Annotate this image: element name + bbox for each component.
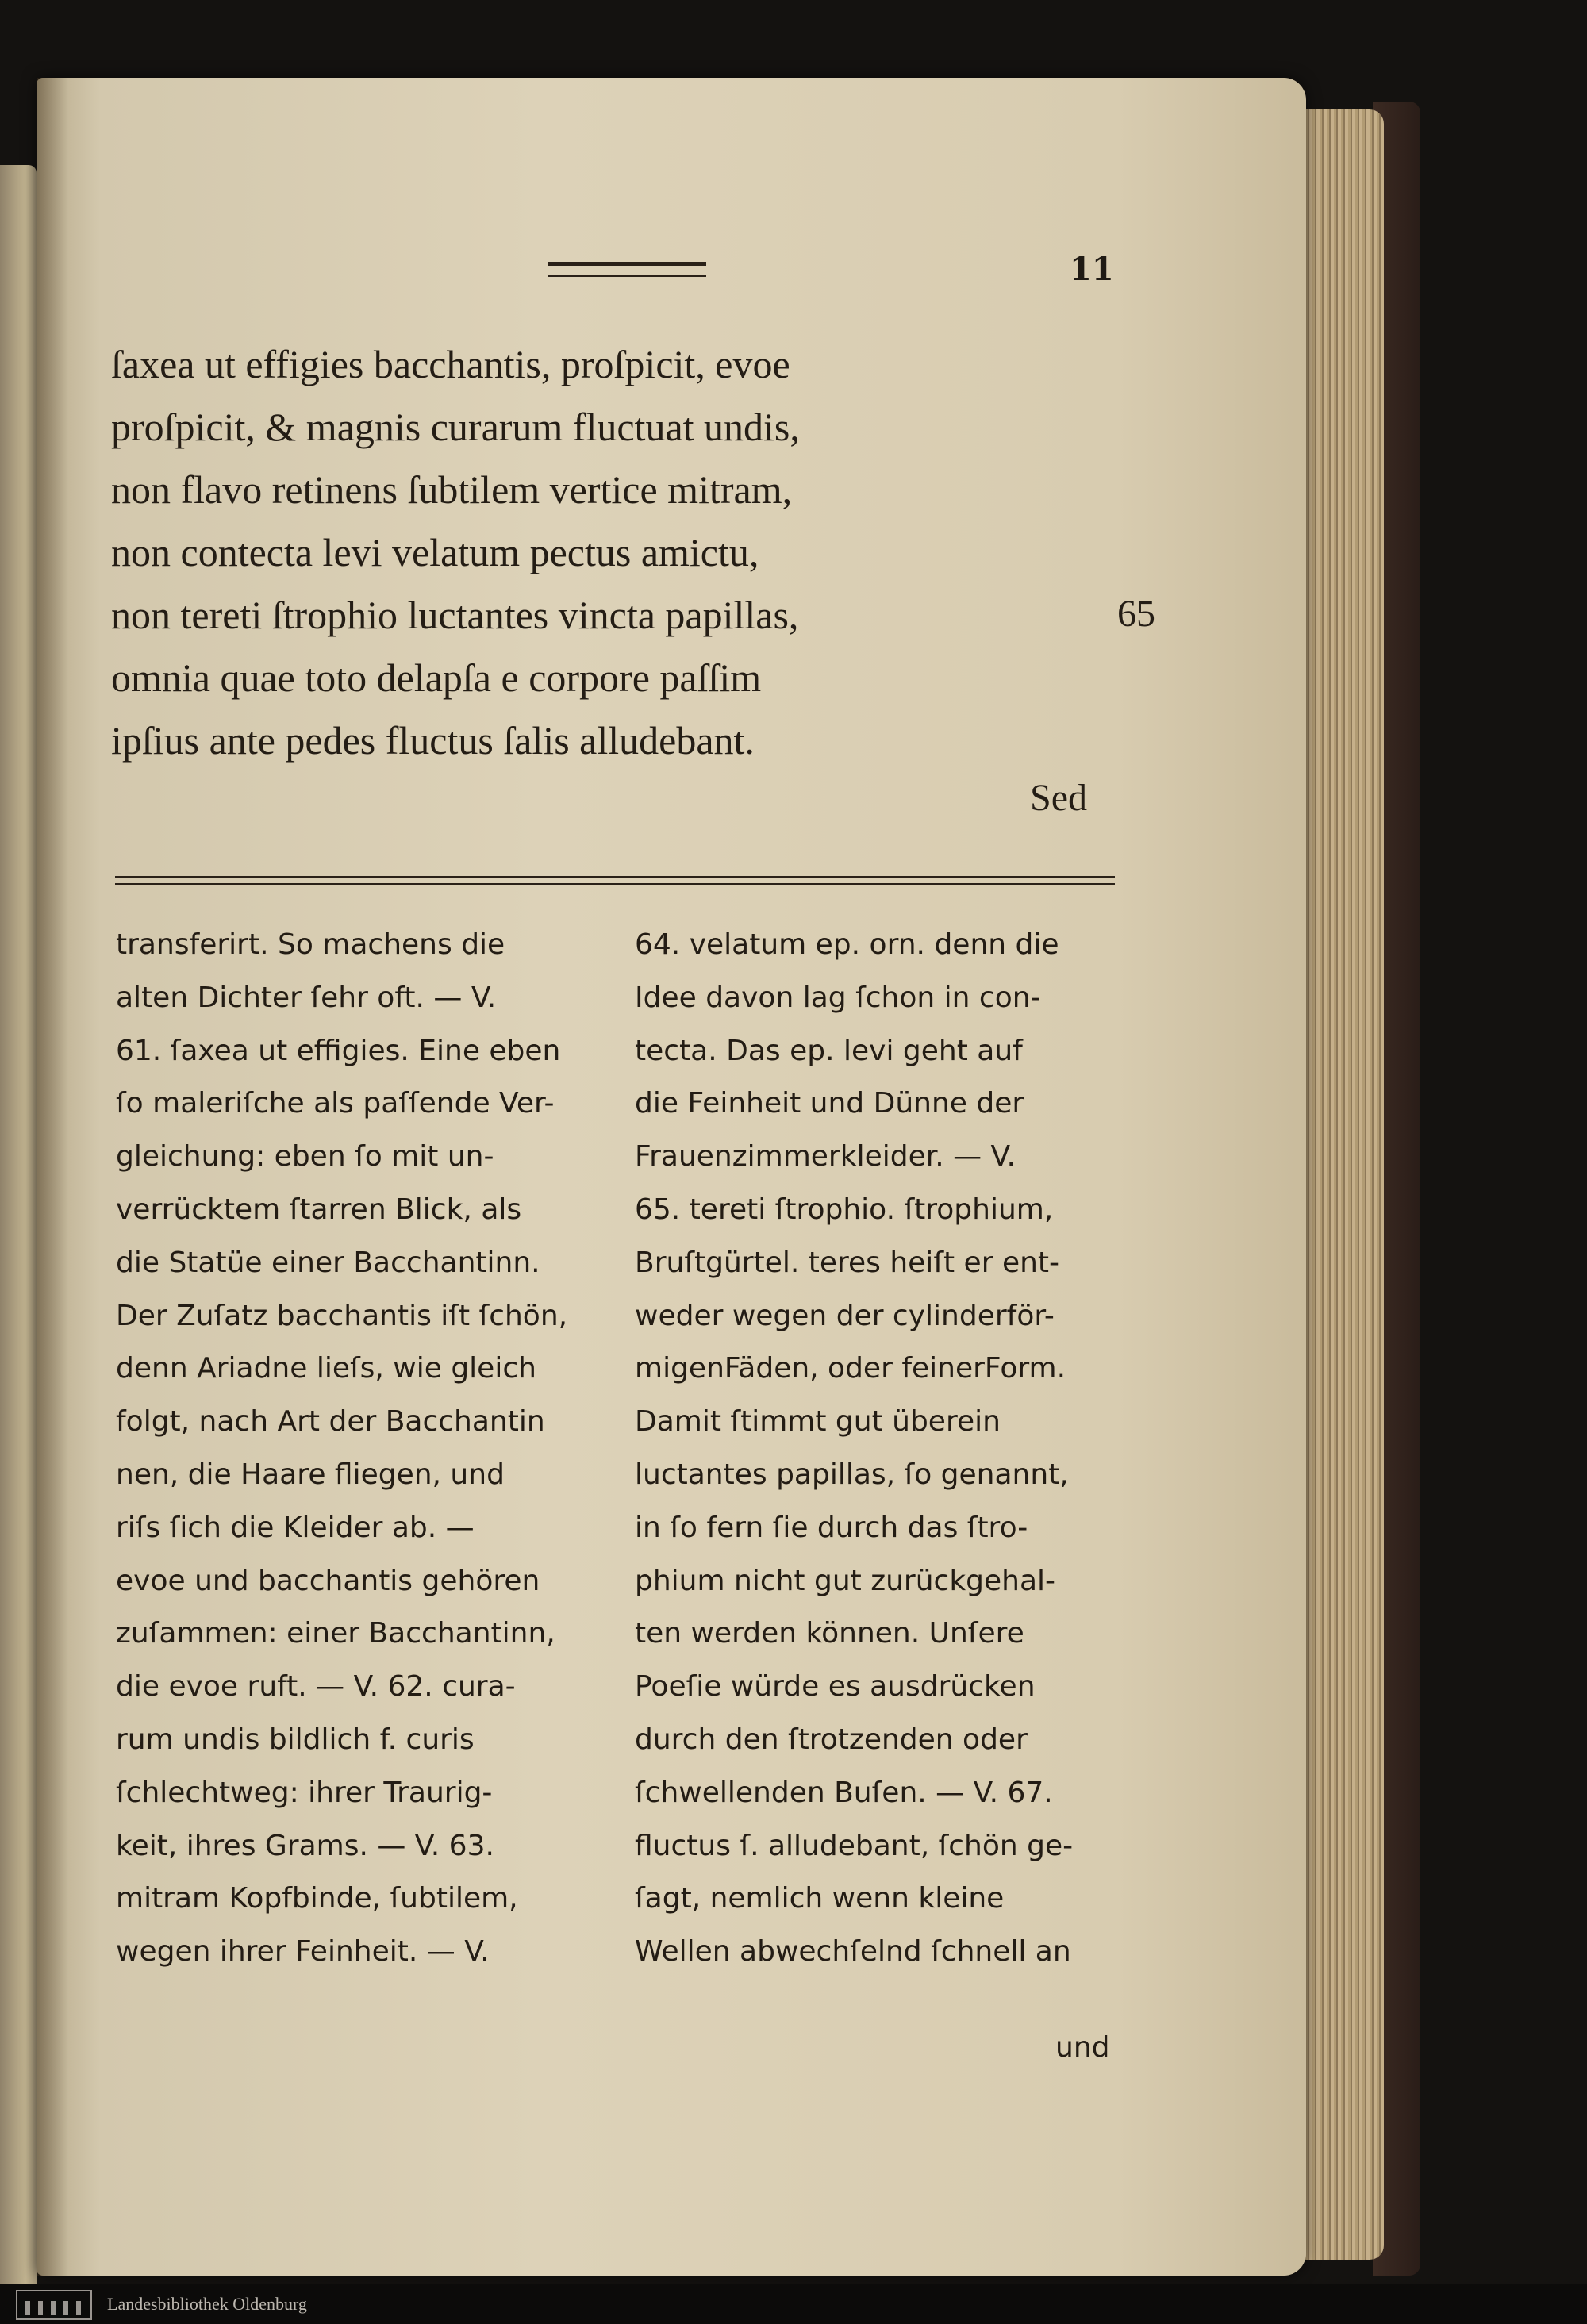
note-line: 64. velatum ep. orn. denn die [635, 928, 1059, 961]
verse-line: non contecta levi velatum pectus amictu, [111, 530, 759, 574]
note-line: denn Ariadne lieſs, wie gleich [116, 1352, 536, 1385]
latin-verse-block [111, 333, 1143, 772]
verse-line: omnia quae toto delapſa e corpore paſſim [111, 655, 762, 700]
note-line: weder wegen der cylinderför- [635, 1299, 1055, 1332]
note-line: riſs ſich die Kleider ab. — [116, 1511, 475, 1544]
note-line: ſchwellenden Buſen. — V. 67. [635, 1776, 1053, 1809]
note-line: in ſo fern ſie durch das ſtro- [635, 1511, 1028, 1544]
commentary-divider-rule [115, 876, 1115, 885]
note-line: wegen ihrer Feinheit. — V. [116, 1935, 490, 1969]
note-line: ſo maleriſche als paſſende Ver- [116, 1087, 555, 1120]
note-line: keit, ihres Grams. — V. 63. [116, 1829, 494, 1862]
note-line: luctantes papillas, ſo genannt, [635, 1458, 1069, 1491]
verse-line: ſaxea ut effigies bacchantis, proſpicit, evoe [111, 342, 790, 386]
note-line: Frauenzimmerkleider. — V. [635, 1140, 1016, 1174]
note-line: Poeſie würde es ausdrücken [635, 1670, 1036, 1704]
commentary-catchword: und [1055, 2031, 1110, 2064]
verse-line: non tereti ſtrophio luctantes vincta papillas, [111, 593, 799, 637]
note-line: Idee davon lag ſchon in con- [635, 981, 1041, 1014]
verse-catchword: Sed [1030, 777, 1087, 819]
note-line: ten werden können. Unſere [635, 1617, 1024, 1650]
note-line: alten Dichter ſehr oft. — V. [116, 981, 497, 1014]
note-line: Bruſtgürtel. teres heiſt er ent- [635, 1246, 1060, 1279]
note-line: die evoe ruft. — V. 62. cura- [116, 1670, 516, 1704]
note-line: folgt, nach Art der Bacchantin [116, 1405, 545, 1439]
page-gutter-shadow [37, 78, 68, 2276]
commentary-column-right [635, 919, 1115, 1979]
library-name: Landesbibliothek Oldenburg [107, 2294, 307, 2314]
note-line: 65. tereti ſtrophio. ſtrophium, [635, 1193, 1054, 1226]
verse-line-number: 65 [1117, 593, 1155, 635]
verse-line: proſpicit, & magnis curarum fluctuat undis, [111, 405, 800, 449]
previous-page-edge [0, 165, 37, 2299]
page-stack-edges [1298, 109, 1384, 2260]
note-line: durch den ſtrotzenden oder [635, 1723, 1028, 1756]
note-line: die Statüe einer Bacchantinn. [116, 1246, 540, 1279]
note-line: 61. ſaxea ut effigies. Eine eben [116, 1034, 561, 1067]
note-line: die Feinheit und Dünne der [635, 1087, 1024, 1120]
note-line: ſagt, nemlich wenn kleine [635, 1882, 1005, 1915]
note-line: transferirt. So machens die [116, 928, 505, 961]
note-line: gleichung: eben ſo mit un- [116, 1140, 494, 1174]
library-building-icon [16, 2290, 92, 2320]
note-line: verrücktem ſtarren Blick, als [116, 1193, 522, 1226]
note-line: rum undis bildlich f. curis [116, 1723, 475, 1756]
verse-line: non flavo retinens ſubtilem vertice mitram, [111, 467, 793, 512]
viewer-footer [0, 2284, 1587, 2324]
header-ornament [548, 262, 706, 277]
note-line: tecta. Das ep. levi geht auf [635, 1034, 1023, 1067]
note-line: migenFäden, oder feinerForm. [635, 1352, 1066, 1385]
page-number: 11 [1070, 251, 1114, 288]
note-line: ſchlechtweg: ihrer Traurig- [116, 1776, 493, 1809]
note-line: Damit ſtimmt gut überein [635, 1405, 1001, 1439]
note-line: fluctus ſ. alludebant, ſchön ge- [635, 1829, 1074, 1862]
verse-line: ipſius ante pedes fluctus ſalis alludebant. [111, 718, 755, 763]
note-line: Der Zuſatz bacchantis iſt ſchön, [116, 1299, 568, 1332]
note-line: Wellen abwechſelnd ſchnell an [635, 1935, 1071, 1969]
note-line: evoe und bacchantis gehören [116, 1564, 540, 1597]
note-line: phium nicht gut zurückgehal- [635, 1564, 1056, 1597]
book-scan [0, 78, 1420, 2284]
note-line: mitram Kopfbinde, ſubtilem, [116, 1882, 518, 1915]
note-line: nen, die Haare fliegen, und [116, 1458, 505, 1491]
commentary-column-left [116, 919, 592, 1979]
note-line: zuſammen: einer Bacchantinn, [116, 1617, 555, 1650]
